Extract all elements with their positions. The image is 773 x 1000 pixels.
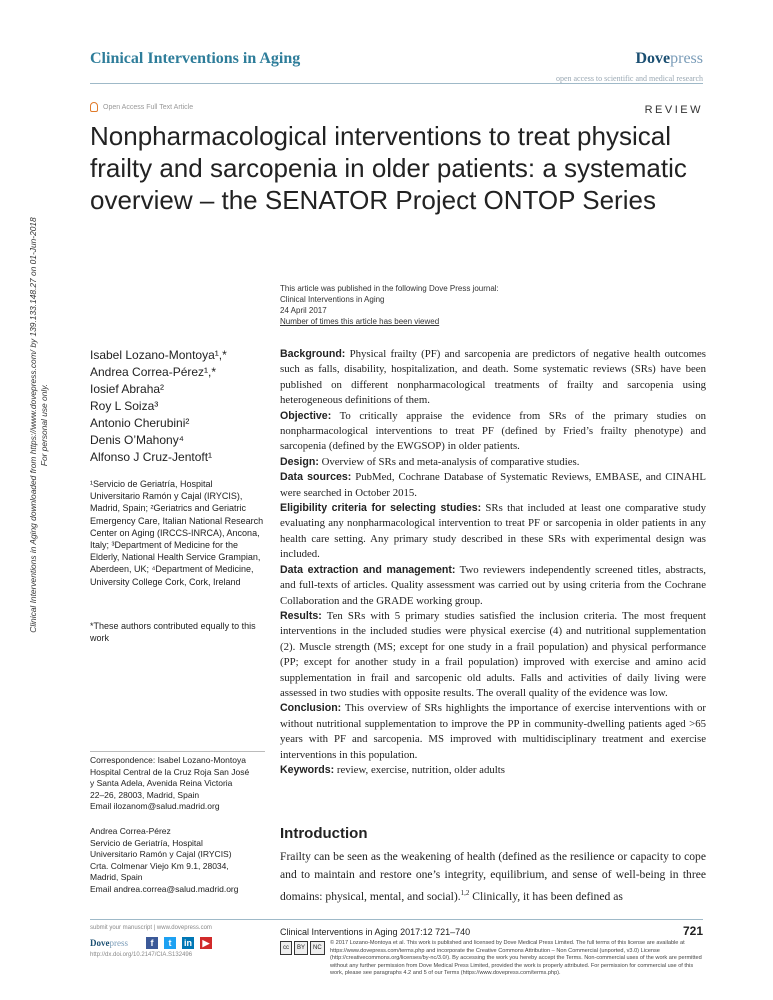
publication-info bbox=[280, 283, 499, 327]
abstract-label: Data extraction and management: bbox=[280, 563, 456, 576]
abstract-text: This overview of SRs highlights the importance of exercise interventions with or without nutritional supplementation to improve the PP in community-dwelling patients aged >65 years with PF and sarcopenia. MS improved with multidisciplinary treatment and exercise interventions in this population. bbox=[280, 702, 706, 761]
correspondence-line: Madrid, Spain bbox=[90, 872, 143, 883]
abstract-label: Data sources: bbox=[280, 471, 352, 484]
social-links bbox=[146, 937, 212, 949]
license-text: © 2017 Lozano-Montoya et al. This work is published and licensed by Dove Medical Press Limited. The full terms of this license are available at https://www.dovepress.com/terms.php and incorporate the Creative Commons Attribution – Non Commercial (unported, v3.0) License (http://creativecommons.org/licenses/by-nc/3.0/). By accessing the work you hereby accept the Terms. Non-commercial uses of the work are permitted without any further permission from Dove Medical Press Limited, provided the work is properly attributed. For permission for commercial use of this work, please see paragraphs 4.2 and 5 of our Terms (https://www.dovepress.com/terms.php). bbox=[330, 940, 702, 977]
footer-dove: Dove bbox=[90, 938, 110, 948]
abstract-section bbox=[280, 501, 706, 563]
abstract-section bbox=[280, 701, 706, 763]
twitter-icon[interactable]: t bbox=[164, 937, 176, 949]
footer-divider bbox=[90, 919, 703, 920]
open-access-label bbox=[90, 102, 193, 112]
affiliations: ¹Servicio de Geriatría, Hospital Universitario Ramón y Cajal (IRYCIS), Madrid, Spain; ²Geriatrics and Geriatric Emergency Care, Italian National Research Center on Aging (IRCCS-INRCA), Ancona, Italy; ³Department of Medicine for the Elderly, National Health Service Grampian, Aberdeen, UK; ⁴Department of Medicine, University College Cork, Cork, Ireland bbox=[90, 479, 264, 587]
citation-ref[interactable]: 1,2 bbox=[460, 889, 470, 897]
abstract-section bbox=[280, 763, 706, 778]
intro-body-continued: Clinically, it has been defined as bbox=[469, 889, 623, 903]
cc-license-badge[interactable] bbox=[280, 941, 325, 955]
cc-by-icon: BY bbox=[294, 941, 308, 955]
abstract-section bbox=[280, 455, 706, 470]
author: Denis O’Mahony⁴ bbox=[90, 433, 184, 447]
publisher-tagline: open access to scientific and medical research bbox=[555, 74, 703, 83]
abstract-text: SRs that included at least one comparative study evaluating any nonpharmacological intervention to treat PF or sarcopenia in older patients in any health care setting. Any primary study described in these SRs with experimental design was included. bbox=[280, 502, 707, 561]
correspondence-email[interactable]: Email ilozanom@salud.madrid.org bbox=[90, 801, 220, 812]
doi-link[interactable]: http://dx.doi.org/10.2147/CIA.S132496 bbox=[90, 952, 193, 958]
author: Andrea Correa-Pérez¹,* bbox=[90, 365, 217, 379]
equal-contribution-note: *These authors contributed equally to this work bbox=[90, 621, 256, 644]
author: Iosief Abraha² bbox=[90, 382, 165, 396]
footer-citation: Clinical Interventions in Aging 2017:12 721–740 bbox=[280, 927, 471, 937]
brand-press: press bbox=[670, 50, 703, 67]
correspondence-email[interactable]: Email andrea.correa@salud.madrid.org bbox=[90, 883, 239, 894]
facebook-icon[interactable]: f bbox=[146, 937, 158, 949]
correspondence-1 bbox=[90, 755, 270, 813]
article-title: Nonpharmacological interventions to treat physical frailty and sarcopenia in older patients: a systematic overview – the SENATOR Project ONTOP Series bbox=[90, 121, 687, 215]
abstract-label: Background: bbox=[280, 348, 346, 360]
brand-dove: Dove bbox=[635, 50, 671, 67]
abstract-text: Overview of SRs and meta-analysis of comparative studies. bbox=[321, 455, 580, 468]
abstract-text: review, exercise, nutrition, older adults bbox=[336, 763, 505, 776]
correspondence-line: Hospital Central de la Cruz Roja San José bbox=[90, 766, 250, 777]
abstract-section bbox=[280, 347, 706, 409]
footer-logo[interactable] bbox=[90, 938, 128, 948]
author: Antonio Cherubini² bbox=[90, 416, 190, 430]
watermark-line1: Clinical Interventions in Aging downloaded from https://www.dovepress.com/ by 139.133.148.27 on 01-Jun-2018 bbox=[28, 217, 38, 633]
cc-nc-icon: NC bbox=[310, 941, 325, 955]
abstract-text: Ten SRs with 5 primary studies satisfied the inclusion criteria. The most frequent interventions in the included studies were physical exercise (4) and nutritional supplementation (2). Muscle strength (MS; except for one study in a frail population) and physical performance (PP; except for another study in a frail population) improved with exercise and amino acid supplementation in frail and sarcopenic old adults. Falls and activities of daily living were assessed in two studies with opposite results. The overall quality of the evidence was low. bbox=[280, 609, 706, 699]
correspondence-line: Andrea Correa-Pérez bbox=[90, 826, 171, 836]
introduction-text bbox=[280, 848, 706, 906]
page-number: 721 bbox=[682, 924, 703, 938]
correspondence-divider bbox=[90, 751, 265, 752]
journal-name[interactable]: Clinical Interventions in Aging bbox=[90, 50, 301, 67]
abstract-label: Design: bbox=[280, 455, 319, 468]
intro-body: Frailty can be seen as the weakening of health (defined as the resilience or capacity to cope and to maintain and restore one’s integrity, equilibrium, and sense of well-being in three domains: physical, mental, and social). bbox=[280, 850, 706, 903]
correspondence-line: Universitario Ramón y Cajal (IRYCIS) bbox=[90, 849, 232, 860]
publication-line: This article was published in the following Dove Press journal: bbox=[280, 284, 499, 293]
abstract-label: Results: bbox=[280, 609, 322, 622]
author: Alfonso J Cruz-Jentoft¹ bbox=[90, 450, 213, 464]
abstract-section bbox=[280, 409, 706, 455]
abstract-label: Eligibility criteria for selecting studies: bbox=[280, 502, 482, 515]
correspondence-line: Servicio de Geriatría, Hospital bbox=[90, 837, 203, 848]
publication-date: 24 April 2017 bbox=[280, 306, 327, 315]
correspondence-2 bbox=[90, 826, 270, 896]
correspondence-line: Crta. Colmenar Viejo Km 9.1, 28034, bbox=[90, 860, 229, 871]
author: Roy L Soiza³ bbox=[90, 399, 159, 413]
abstract-section bbox=[280, 563, 706, 609]
abstract-label: Keywords: bbox=[280, 763, 335, 776]
submit-link[interactable]: submit your manuscript | www.dovepress.com bbox=[90, 925, 212, 931]
abstract-text: PubMed, Cochrane Database of Systematic Reviews, EMBASE, and CINAHL were searched in October 2015. bbox=[280, 471, 706, 499]
abstract bbox=[280, 347, 706, 778]
publisher-logo[interactable] bbox=[635, 50, 703, 68]
footer-press: press bbox=[109, 938, 128, 948]
cc-icon: cc bbox=[280, 941, 292, 955]
article-type: REVIEW bbox=[644, 104, 703, 116]
header-divider bbox=[90, 83, 703, 84]
open-access-icon bbox=[90, 102, 98, 112]
author-list bbox=[90, 347, 227, 466]
correspondence-heading: Correspondence: Isabel Lozano-Montoya bbox=[90, 755, 246, 765]
open-access-text: Open Access Full Text Article bbox=[103, 103, 194, 111]
abstract-text: To critically appraise the evidence from SRs of the primary studies on nonpharmacological interventions to treat PF (defined by Fried’s frailty phenotype) and sarcopenia (defined by the EWGSOP) in older patients. bbox=[280, 409, 706, 453]
correspondence-line: 22–26, 28003, Madrid, Spain bbox=[90, 789, 200, 800]
download-watermark bbox=[28, 185, 49, 665]
abstract-label: Objective: bbox=[280, 409, 332, 422]
views-link[interactable]: Number of times this article has been viewed bbox=[280, 317, 440, 326]
watermark-line2: For personal use only. bbox=[39, 383, 49, 467]
publication-journal: Clinical Interventions in Aging bbox=[280, 295, 385, 304]
abstract-section bbox=[280, 470, 706, 501]
section-heading: Introduction bbox=[280, 825, 368, 842]
youtube-icon[interactable]: ▶ bbox=[200, 937, 212, 949]
abstract-text: Physical frailty (PF) and sarcopenia are predictors of negative health outcomes such as falls, disability, hospitalization, and death. Some systematic reviews (SRs) have been published on different nonpharmacological treatments of frailty and sarcopenia using heterogeneous definitions of them. bbox=[280, 348, 706, 407]
correspondence-line: y Santa Adela, Avenida Reina Victoria bbox=[90, 778, 233, 789]
abstract-label: Conclusion: bbox=[280, 702, 342, 715]
author: Isabel Lozano-Montoya¹,* bbox=[90, 348, 227, 362]
linkedin-icon[interactable]: in bbox=[184, 938, 192, 948]
abstract-section bbox=[280, 609, 706, 701]
abstract-text: Two reviewers independently screened titles, abstracts, and full-texts of articles. Quality assessment was carried out by using criteria from the Cochrane Collaboration and the GRADE working group. bbox=[280, 563, 706, 607]
